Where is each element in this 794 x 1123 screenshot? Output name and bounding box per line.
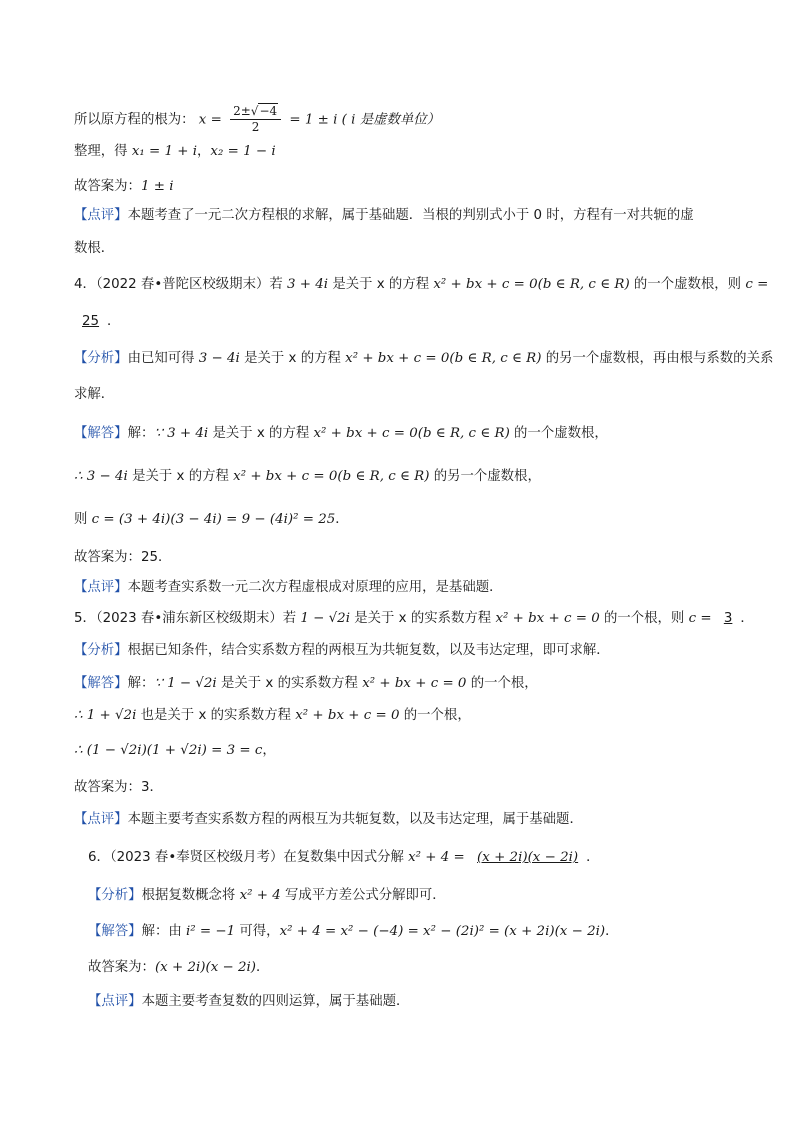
roots-result: = 1 ± i ( i 是虚数单位） [289, 112, 441, 128]
solution-5-line-2: ∴ 1 + √2i 也是关于 x 的实系数方程 x² + bx + c = 0 的一个根， [74, 708, 471, 723]
solution-5-line-3: ∴ (1 − √2i)(1 + √2i) = 3 = c， [74, 743, 276, 758]
solution-6: 【解答】解：由 i² = −1 可得，x² + 4 = x² − (−4) = x² − (2i)² = (x + 2i)(x − 2i)． [88, 924, 619, 939]
review-3-cont: 数根． [74, 241, 115, 256]
root-x2: x₂ = 1 − i [210, 144, 276, 159]
analysis-4-cont: 求解． [74, 387, 115, 402]
review-6: 【点评】本题主要考查复数的四则运算，属于基础题． [88, 994, 410, 1009]
root-x1: x₁ = 1 + i [131, 144, 198, 159]
roots-fraction: $\frac{2\pm√-4}{2}$ [230, 104, 281, 135]
answer-blank: (x + 2i)(x − 2i) [477, 850, 579, 865]
analysis-6: 【分析】根据复数概念将 x² + 4 写成平方差公式分解即可． [88, 888, 446, 903]
question-4-answer: 25 ． [74, 312, 120, 332]
review-3: 【点评】本题考查了一元二次方程根的求解，属于基础题．当根的判别式小于 0 时，方程有一对共轭的虚 [74, 208, 694, 223]
final-4: 故答案为：25． [74, 550, 172, 565]
answer-blank: 25 [82, 314, 100, 329]
analysis-4: 【分析】由已知可得 3 − 4i 是关于 x 的方程 x² + bx + c = 0(b ∈ R, c ∈ R) 的另一个虚数根，再由根与系数的关系 [74, 351, 774, 366]
answer-line-3: 故答案为：1 ± i [74, 179, 174, 194]
review-5: 【点评】本题主要考查实系数方程的两根互为共轭复数，以及韦达定理，属于基础题． [74, 812, 583, 827]
final-6: 故答案为：(x + 2i)(x − 2i)． [88, 960, 270, 975]
analysis-5: 【分析】根据已知条件，结合实系数方程的两根互为共轭复数，以及韦达定理，即可求解． [74, 643, 610, 658]
roots-text: 所以原方程的根为： [74, 112, 195, 128]
answer-blank: 3 [723, 611, 733, 626]
solution-4-line-1: 【解答】解：∵ 3 + 4i 是关于 x 的方程 x² + bx + c = 0(b ∈ R, c ∈ R) 的一个虚数根， [74, 426, 608, 441]
review-tag: 【点评】 [74, 208, 128, 223]
question-5: 5．（2023 春•浦东新区校级期末）若 1 − √2i 是关于 x 的实系数方程 x² + bx + c = 0 的一个根，则 c = 3 ． [74, 611, 754, 626]
review-4: 【点评】本题考查实系数一元二次方程虚根成对原理的应用，是基础题． [74, 580, 503, 595]
simplify-line: 整理，得 x₁ = 1 + i，x₂ = 1 − i [74, 144, 276, 159]
roots-line: 所以原方程的根为： x = $\frac{2\pm√-4}{2}$ = 1 ± i ( i 是虚数单位） [74, 104, 441, 134]
question-4: 4．（2022 春•普陀区校级期末）若 3 + 4i 是关于 x 的方程 x² + bx + c = 0(b ∈ R, c ∈ R) 的一个虚数根，则 c = [74, 277, 769, 292]
question-6: 6．（2023 春•奉贤区校级月考）在复数集中因式分解 x² + 4 = (x + 2i)(x − 2i) ． [88, 850, 600, 865]
solution-4-line-3: 则 c = (3 + 4i)(3 − 4i) = 9 − (4i)² = 25． [74, 512, 349, 527]
solution-4-line-2: ∴ 3 − 4i 是关于 x 的方程 x² + bx + c = 0(b ∈ R, c ∈ R) 的另一个虚数根， [74, 469, 541, 484]
solution-5-line-1: 【解答】解：∵ 1 − √2i 是关于 x 的实系数方程 x² + bx + c = 0 的一个根， [74, 676, 538, 691]
final-5: 故答案为：3． [74, 780, 163, 795]
